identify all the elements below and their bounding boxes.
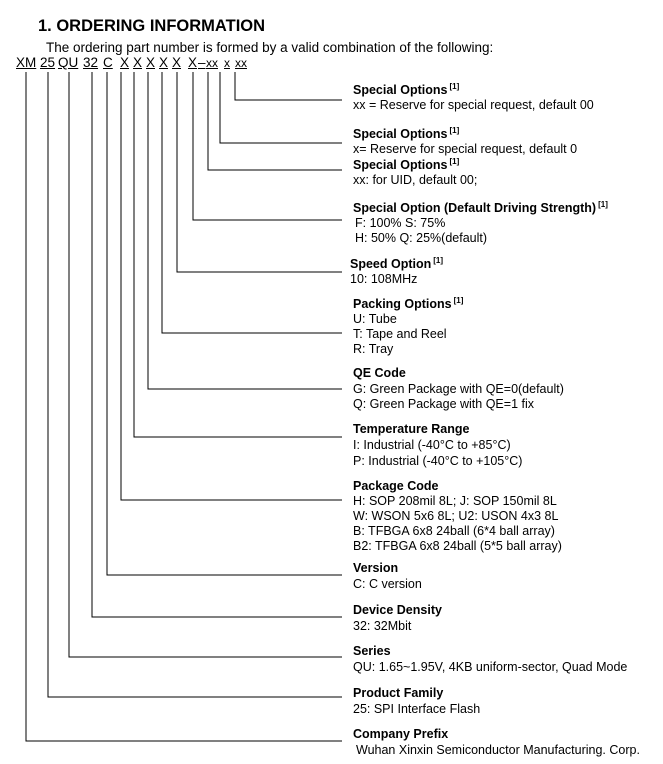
option-title: Company Prefix [353,727,449,741]
option-line: T: Tape and Reel [353,327,447,341]
option-line: R: Tray [353,342,394,356]
option-line: x= Reserve for special request, default 0 [353,142,578,156]
connector-package [121,72,342,500]
connector-temperature [134,72,342,437]
option-line: I: Industrial (-40°C to +85°C) [353,438,511,452]
option-title: Device Density [353,603,442,617]
option-line: H: 50% Q: 25%(default) [355,231,488,245]
section-heading: 1. ORDERING INFORMATION [38,17,266,35]
option-line: xx = Reserve for special request, default 00 [353,98,594,112]
pn-segment-speed: X [172,55,182,70]
option-line: W: WSON 5x6 8L; U2: USON 4x3 8L [353,509,559,523]
connector-company [26,72,342,741]
option-line: 10: 108MHz [350,272,418,286]
option-line: B2: TFBGA 6x8 24ball (5*5 ball array) [353,539,562,553]
option-title: Temperature Range [353,422,470,436]
option-line: G: Green Package with QE=0(default) [353,382,564,396]
option-title: Series [353,644,391,658]
option-line: F: 100% S: 75% [355,216,446,230]
option-line: Q: Green Package with QE=1 fix [353,397,534,411]
connector-series [69,72,342,657]
connector-special-x [220,72,342,143]
option-title: Special Option (Default Driving Strength) [1] [353,200,608,215]
option-line: QU: 1.65~1.95V, 4KB uniform-sector, Quad Mode [353,660,628,674]
option-title: Version [353,561,399,575]
connector-packing [162,72,342,333]
option-line: H: SOP 208mil 8L; J: SOP 150mil 8L [353,494,557,508]
option-line: Wuhan Xinxin Semiconductor Manufacturing. Corp. [356,743,640,757]
connector-strength [193,72,342,220]
option-title: Packing Options [1] [353,296,464,311]
option-title: Special Options [1] [353,82,460,97]
option-line: P: Industrial (-40°C to +105°C) [353,454,523,468]
option-line: 25: SPI Interface Flash [353,702,481,716]
connector-uid [208,72,342,170]
pn-segment-version: C [103,55,113,70]
option-title: Speed Option [1] [350,256,444,271]
option-line: B: TFBGA 6x8 24ball (6*4 ball array) [353,524,555,538]
option-title: Special Options [1] [353,157,460,172]
connector-speed [177,72,342,272]
pn-segment-package: X [120,55,130,70]
option-title: Special Options [1] [353,126,460,141]
option-title: Product Family [353,686,444,700]
pn-dash: – [198,55,206,70]
intro-text: The ordering part number is formed by a valid combination of the following: [46,40,494,55]
pn-segment-strength: X [188,55,198,70]
pn-segment-density: 32 [83,55,99,70]
option-line: C: C version [353,577,422,591]
pn-segment-uid: xx [206,56,218,70]
pn-segment-packing: X [159,55,169,70]
option-title: QE Code [353,366,406,380]
option-line: 32: 32Mbit [353,619,412,633]
pn-segment-special-xx: xx [235,56,247,70]
pn-segment-qe: X [146,55,156,70]
pn-segment-temperature: X [133,55,143,70]
connector-density [92,72,342,617]
option-line: xx: for UID, default 00; [353,173,478,187]
pn-segment-family: 25 [40,55,56,70]
pn-segment-special-x: x [224,56,230,70]
pn-segment-series: QU [58,55,79,70]
option-title: Package Code [353,479,439,493]
option-line: U: Tube [353,312,397,326]
connector-special-xx [235,72,342,100]
pn-segment-company: XM [16,55,37,70]
